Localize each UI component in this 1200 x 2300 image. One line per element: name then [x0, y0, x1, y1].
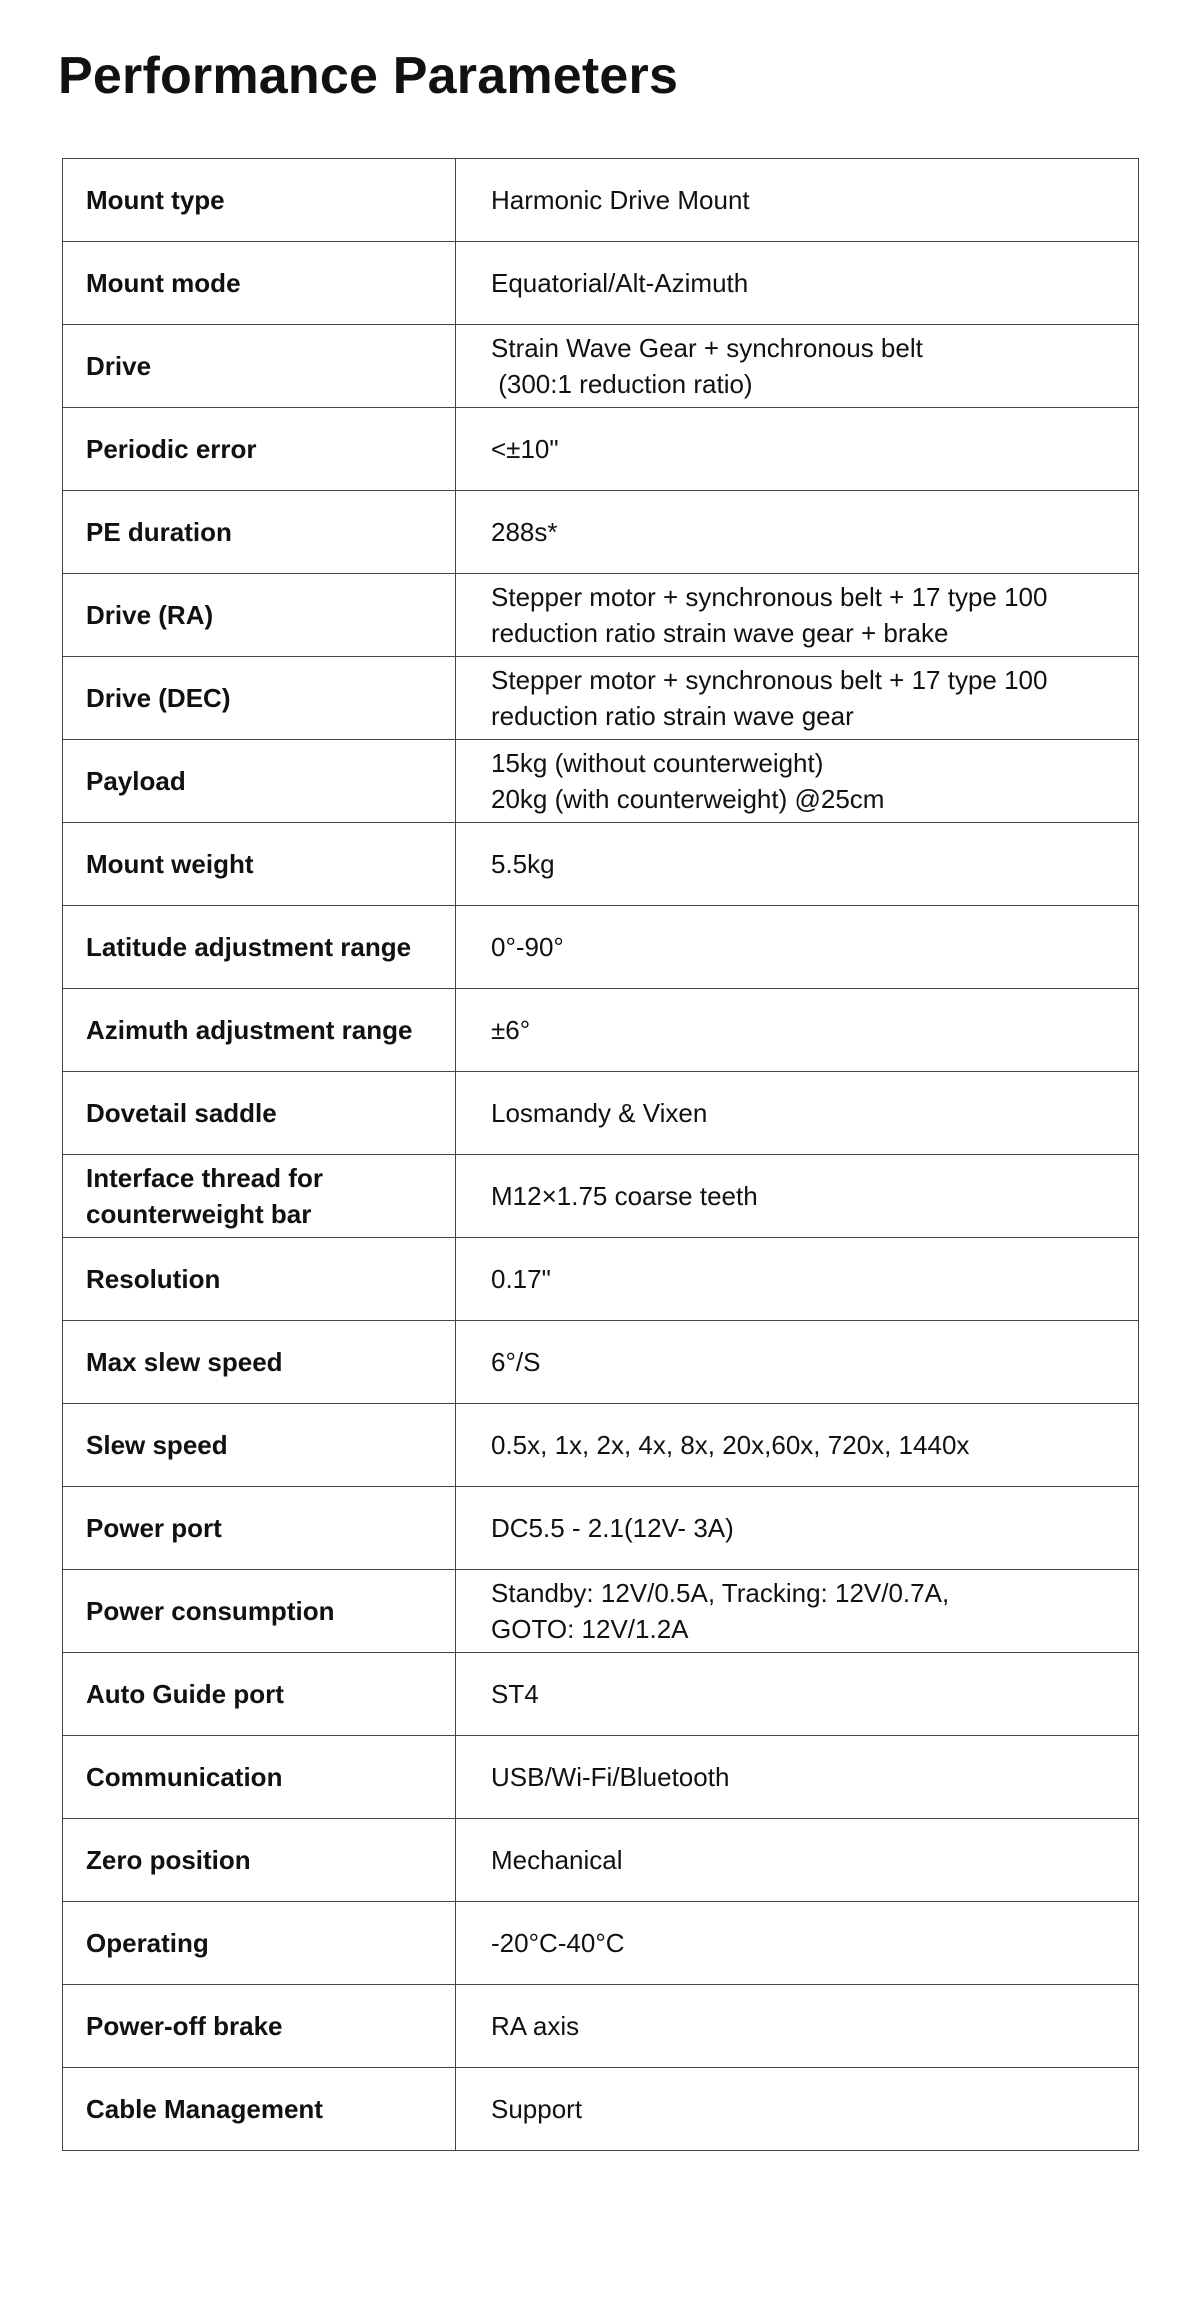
parameter-name-cell [63, 1321, 456, 1404]
parameter-name: Zero position [86, 1845, 251, 1875]
parameter-value: <±10" [491, 434, 559, 464]
parameter-name: PE duration [86, 517, 232, 547]
parameter-name: Cable Management [86, 2094, 323, 2124]
parameter-value-cell [456, 906, 1139, 989]
parameter-value-cell [456, 408, 1139, 491]
parameter-value: Stepper motor + synchronous belt + 17 type 100 [491, 582, 1048, 612]
parameter-value-cell [456, 1902, 1139, 1985]
parameter-name: counterweight bar [86, 1199, 312, 1229]
parameter-value: 0°-90° [491, 932, 564, 962]
page-title: Performance Parameters [58, 47, 679, 105]
parameter-name: Dovetail saddle [86, 1098, 277, 1128]
parameter-value: DC5.5 - 2.1(12V- 3A) [491, 1513, 734, 1543]
parameter-name: Interface thread for [86, 1163, 323, 1193]
table-row [63, 574, 1139, 657]
parameter-name: Drive (DEC) [86, 683, 231, 713]
table-row [63, 1072, 1139, 1155]
parameter-value: -20°C-40°C [491, 1928, 625, 1958]
parameter-name: Power-off brake [86, 2011, 283, 2041]
parameter-name-cell [63, 1819, 456, 1902]
parameter-value: Support [491, 2094, 583, 2124]
parameter-name: Operating [86, 1928, 209, 1958]
parameter-name: Mount type [86, 185, 225, 215]
parameter-name-cell [63, 989, 456, 1072]
table-row [63, 1404, 1139, 1487]
parameter-name: Periodic error [86, 434, 257, 464]
parameter-value: Standby: 12V/0.5A, Tracking: 12V/0.7A, [491, 1578, 950, 1608]
parameter-name-cell [63, 491, 456, 574]
parameter-value: 5.5kg [491, 849, 555, 879]
parameter-name-cell [63, 408, 456, 491]
parameter-value: Strain Wave Gear + synchronous belt [491, 333, 923, 363]
parameter-name: Power port [86, 1513, 222, 1543]
parameter-value: Mechanical [491, 1845, 623, 1875]
table-row [63, 989, 1139, 1072]
parameter-name: Power consumption [86, 1596, 335, 1626]
parameter-name-cell [63, 1570, 456, 1653]
parameter-value: 15kg (without counterweight) [491, 748, 824, 778]
table-row [63, 1985, 1139, 2068]
parameter-value-cell [456, 1238, 1139, 1321]
parameter-name-cell [63, 906, 456, 989]
parameter-name: Drive (RA) [86, 600, 214, 630]
parameter-value: reduction ratio strain wave gear + brake [491, 618, 949, 648]
parameter-name-cell [63, 2068, 456, 2151]
parameter-name-cell [63, 1653, 456, 1736]
table-row [63, 1570, 1139, 1653]
parameter-value-cell [456, 740, 1139, 823]
table-row [63, 1902, 1139, 1985]
parameter-value: ST4 [491, 1679, 539, 1709]
spec-table-body [63, 159, 1139, 2151]
table-row [63, 1238, 1139, 1321]
parameter-value-cell [456, 1653, 1139, 1736]
parameter-value-cell [456, 1321, 1139, 1404]
parameter-name: Auto Guide port [86, 1679, 284, 1709]
parameter-name-cell [63, 1985, 456, 2068]
parameter-value-cell [456, 1819, 1139, 1902]
parameter-name-cell [63, 159, 456, 242]
parameter-value: 20kg (with counterweight) @25cm [491, 784, 885, 814]
parameter-name: Payload [86, 766, 186, 796]
table-row [63, 491, 1139, 574]
parameter-value: M12×1.75 coarse teeth [491, 1181, 758, 1211]
table-row [63, 1819, 1139, 1902]
table-row [63, 1155, 1139, 1238]
parameter-name-cell [63, 1902, 456, 1985]
parameter-value-cell [456, 2068, 1139, 2151]
parameter-name-cell [63, 325, 456, 408]
table-row [63, 1653, 1139, 1736]
table-row [63, 1487, 1139, 1570]
parameter-value: RA axis [491, 2011, 580, 2041]
table-row [63, 325, 1139, 408]
table-row [63, 242, 1139, 325]
parameter-value: GOTO: 12V/1.2A [491, 1614, 689, 1644]
parameter-name: Resolution [86, 1264, 221, 1294]
parameter-name: Mount weight [86, 849, 254, 879]
table-row [63, 159, 1139, 242]
parameter-name-cell [63, 823, 456, 906]
table-row [63, 2068, 1139, 2151]
parameter-value-cell [456, 657, 1139, 740]
parameter-name: Drive [86, 351, 152, 381]
parameter-name-cell [63, 1072, 456, 1155]
parameter-name: Max slew speed [86, 1347, 283, 1377]
parameter-value-cell [456, 1404, 1139, 1487]
parameter-name-cell [63, 1404, 456, 1487]
parameter-name: Slew speed [86, 1430, 228, 1460]
parameter-value: Harmonic Drive Mount [491, 185, 750, 215]
table-row [63, 740, 1139, 823]
parameter-value-cell [456, 1487, 1139, 1570]
parameter-value-cell [456, 1155, 1139, 1238]
parameter-value: 6°/S [491, 1347, 541, 1377]
parameter-value-cell [456, 159, 1139, 242]
parameter-value: Equatorial/Alt-Azimuth [491, 268, 749, 298]
table-row [63, 1321, 1139, 1404]
parameter-value: reduction ratio strain wave gear [491, 701, 854, 731]
parameter-name-cell [63, 1487, 456, 1570]
parameter-value: ±6° [491, 1015, 531, 1045]
table-row [63, 408, 1139, 491]
parameter-name-cell [63, 657, 456, 740]
parameter-name-cell [63, 1736, 456, 1819]
parameter-value-cell [456, 1072, 1139, 1155]
parameter-name-cell [63, 1238, 456, 1321]
parameter-name-cell [63, 740, 456, 823]
parameter-value-cell [456, 1570, 1139, 1653]
parameter-name: Communication [86, 1762, 283, 1792]
parameter-value: 0.17" [491, 1264, 551, 1294]
table-row [63, 657, 1139, 740]
parameter-value: Stepper motor + synchronous belt + 17 type 100 [491, 665, 1048, 695]
table-row [63, 906, 1139, 989]
parameter-value-cell [456, 325, 1139, 408]
parameter-value-cell [456, 823, 1139, 906]
parameter-value: 288s* [491, 517, 558, 547]
parameter-name: Latitude adjustment range [86, 932, 412, 962]
table-row [63, 1736, 1139, 1819]
parameter-name-cell [63, 242, 456, 325]
parameter-name-cell [63, 1155, 456, 1238]
parameter-value-cell [456, 989, 1139, 1072]
parameter-name: Mount mode [86, 268, 241, 298]
parameter-name-cell [63, 574, 456, 657]
parameter-value: 0.5x, 1x, 2x, 4x, 8x, 20x,60x, 720x, 1440x [491, 1430, 970, 1460]
parameter-value-cell [456, 574, 1139, 657]
parameter-value: Losmandy & Vixen [491, 1098, 708, 1128]
spec-table [62, 158, 1139, 2151]
parameter-value-cell [456, 1985, 1139, 2068]
parameter-value-cell [456, 491, 1139, 574]
table-row [63, 823, 1139, 906]
parameter-value: USB/Wi-Fi/Bluetooth [491, 1762, 730, 1792]
parameter-name: Azimuth adjustment range [86, 1015, 413, 1045]
parameter-value: (300:1 reduction ratio) [491, 369, 753, 399]
parameter-value-cell [456, 242, 1139, 325]
parameter-value-cell [456, 1736, 1139, 1819]
